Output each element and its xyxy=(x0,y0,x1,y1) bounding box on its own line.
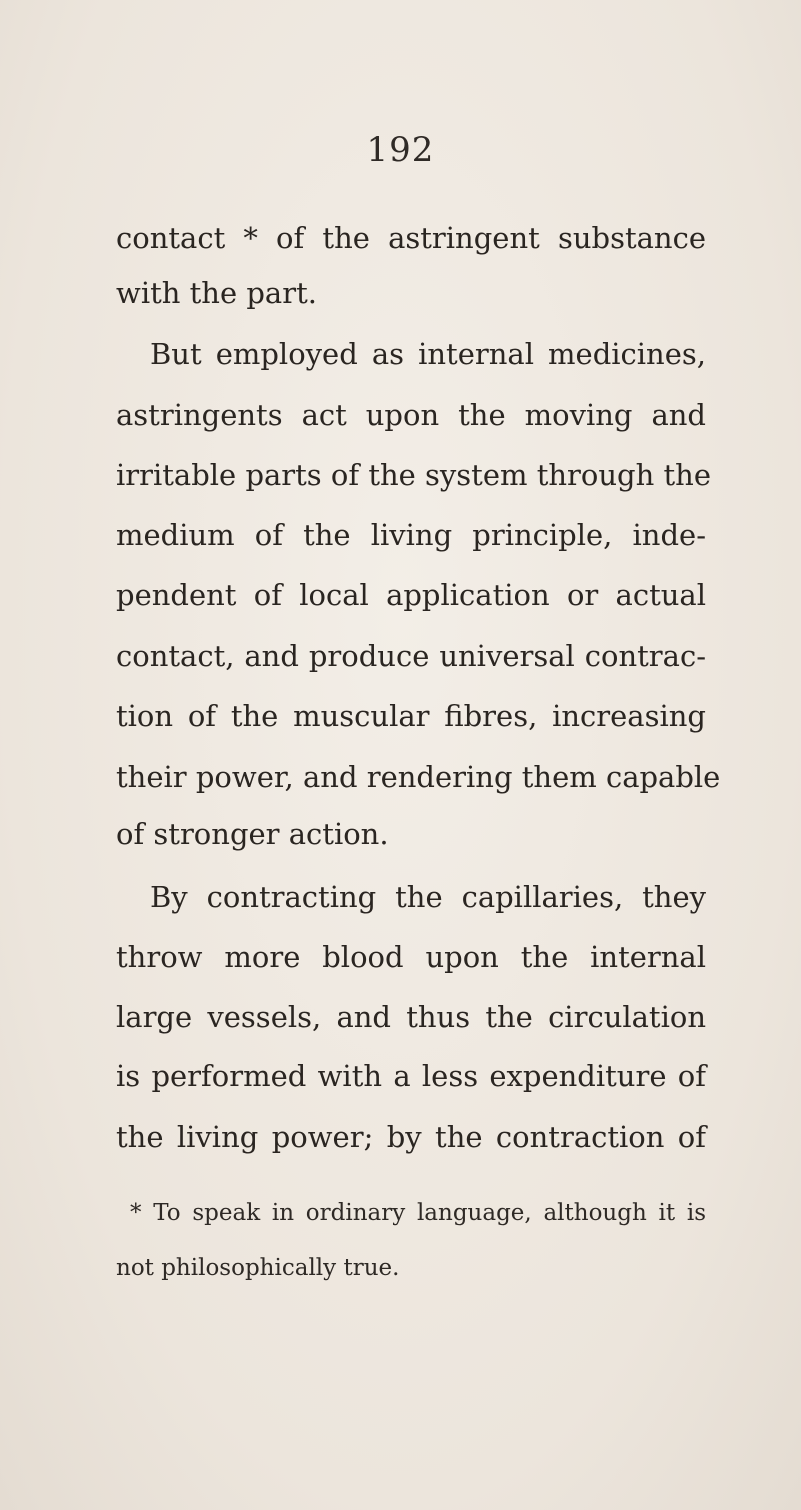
footnote-line-1: * To speak in ordinary language, although it is xyxy=(130,1200,706,1226)
text-line-9: tion of the muscular fibres, increasing xyxy=(116,699,706,733)
text-line-12: By contracting the capillaries, they xyxy=(150,880,706,914)
text-line-2: with the part. xyxy=(116,276,317,310)
text-line-6: medium of the living principle, inde- xyxy=(116,518,706,552)
text-line-4: astringents act upon the moving and xyxy=(116,398,706,432)
text-line-3: But employed as internal medicines, xyxy=(150,337,706,371)
text-line-10: their power, and rendering them capable xyxy=(116,760,721,794)
text-line-1: contact * of the astringent substance xyxy=(116,221,706,255)
text-line-5: irritable parts of the system through the xyxy=(116,458,711,492)
text-line-13: throw more blood upon the internal xyxy=(116,940,706,974)
text-line-11: of stronger action. xyxy=(116,817,389,851)
page-number: 192 xyxy=(366,130,435,170)
text-line-7: pendent of local application or actual xyxy=(116,578,706,612)
text-line-16: the living power; by the contraction of xyxy=(116,1120,706,1154)
text-line-8: contact, and produce universal contrac- xyxy=(116,639,706,673)
text-line-14: large vessels, and thus the circulation xyxy=(116,1000,706,1034)
text-line-15: is performed with a less expenditure of xyxy=(116,1059,706,1093)
footnote-line-2: not philosophically true. xyxy=(116,1255,400,1281)
